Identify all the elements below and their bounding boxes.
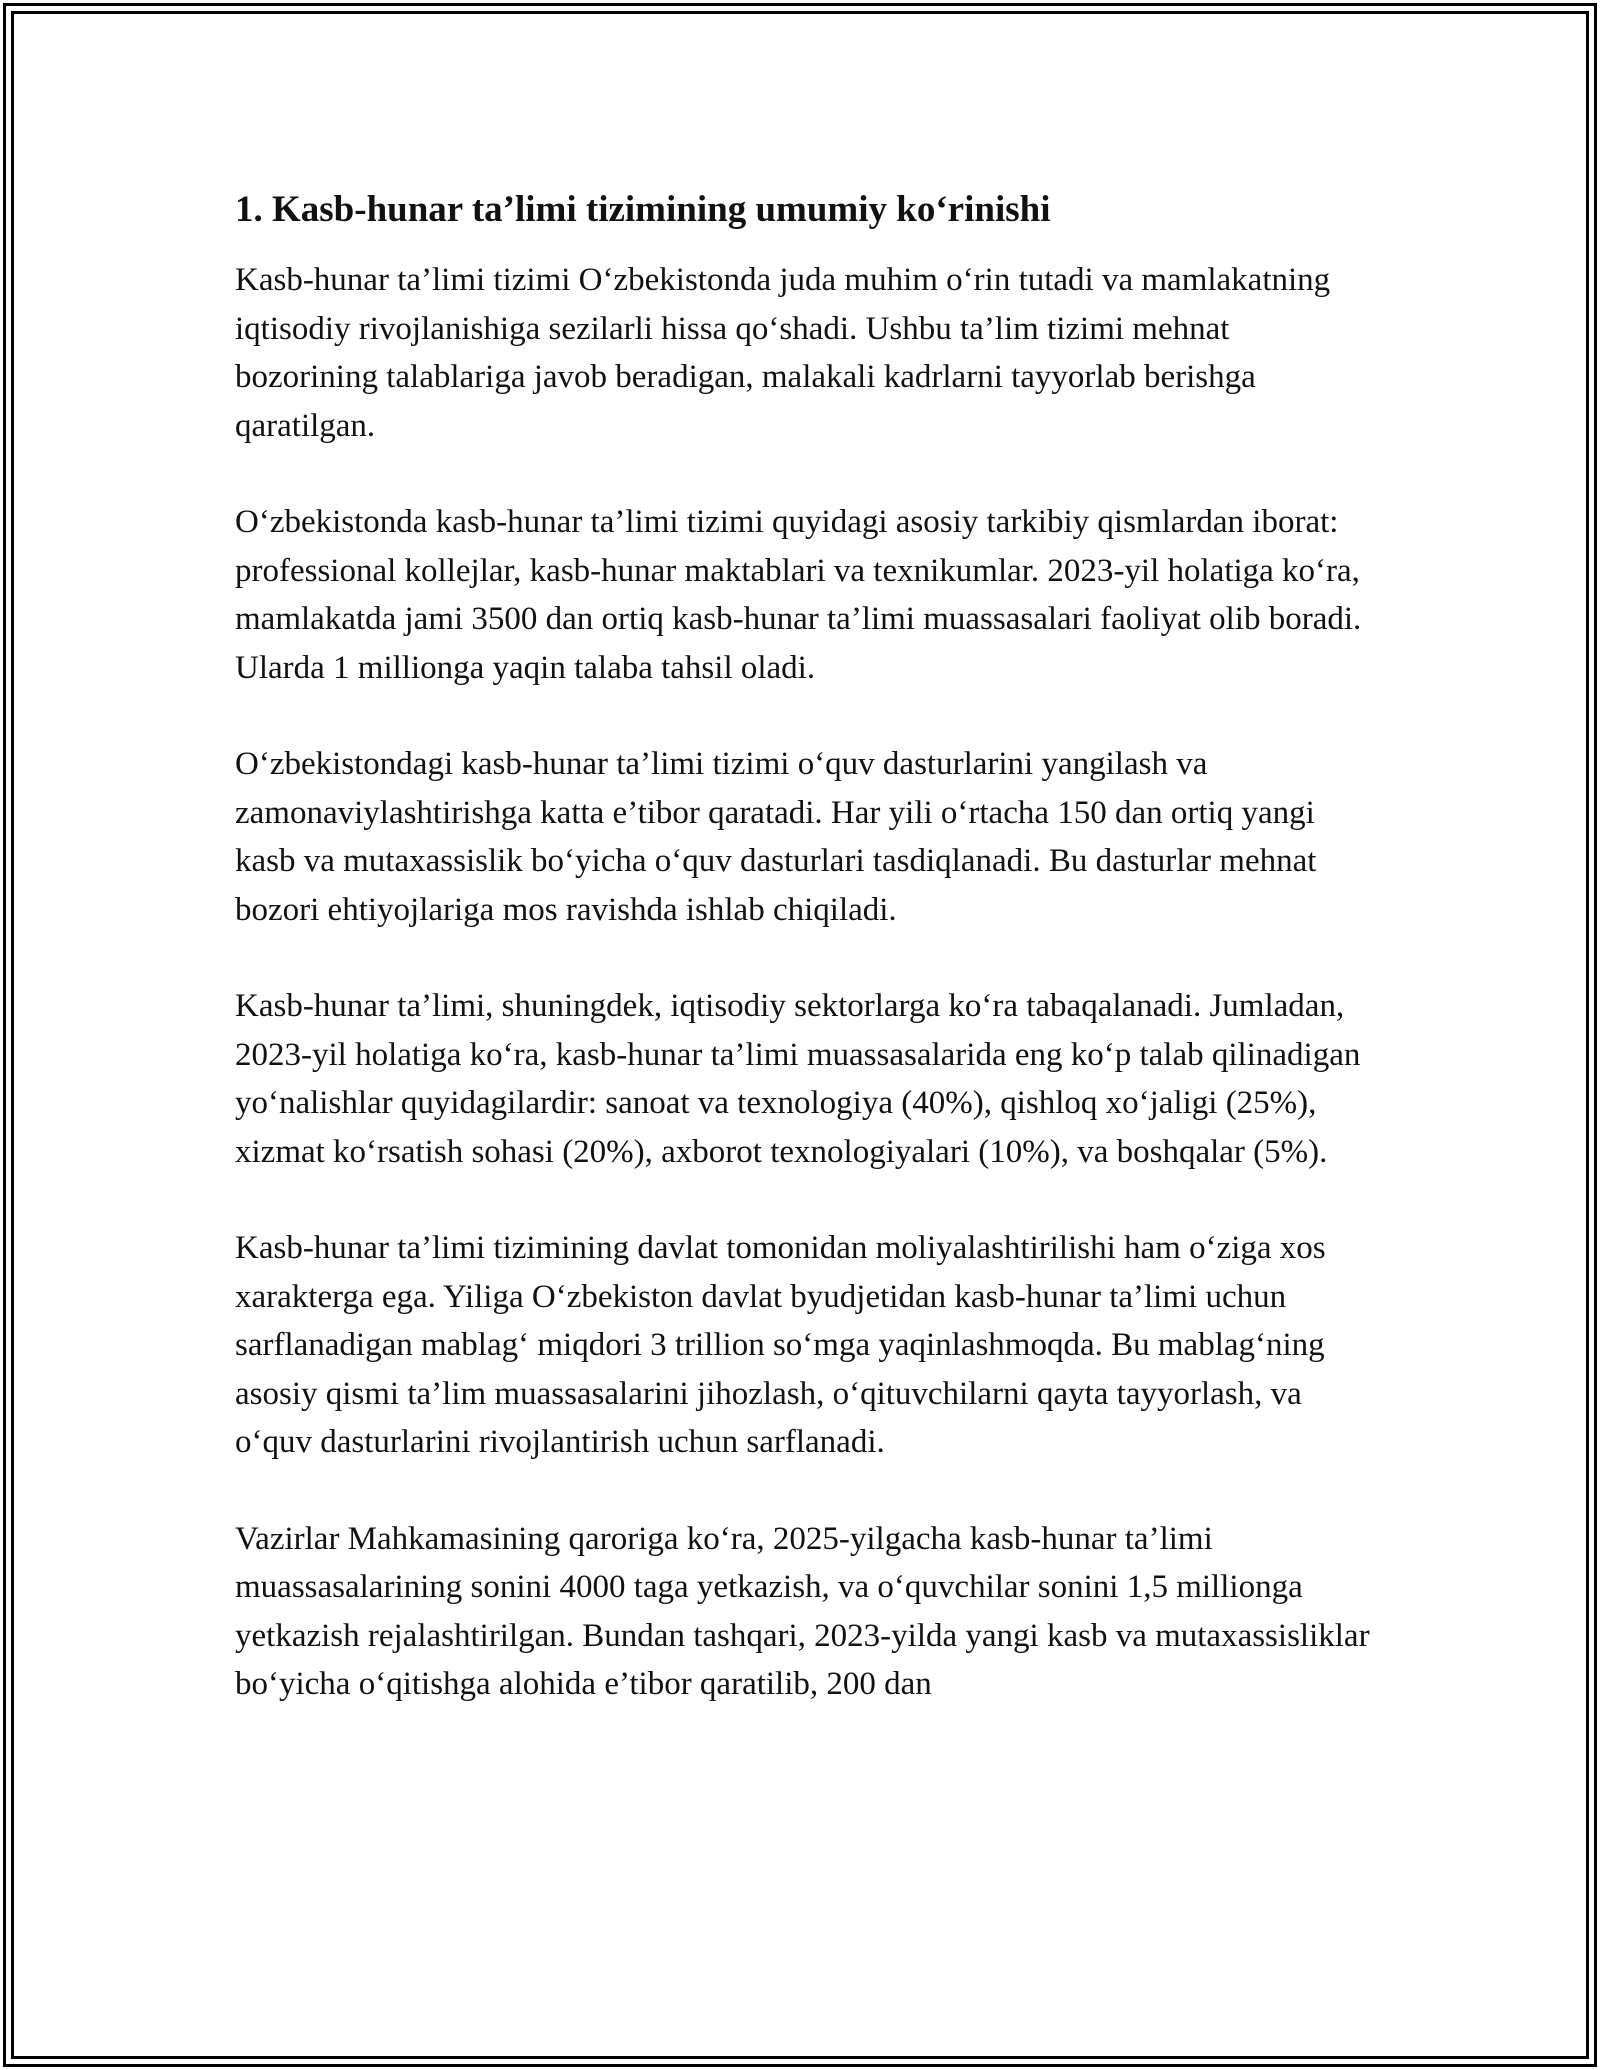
paragraph-4: Kasb-hunar ta’limi, shuningdek, iqtisodiy sektorlarga ko‘ra tabaqalanadi. Jumladan, 2023-yil holatiga ko‘ra, kasb-hunar ta’limi muassasalarida eng ko‘p talab qilinadigan yo‘nalishlar quyidagilardir: sanoat va texnologiya (40%), qishloq xo‘jaligi (25%), xizmat ko‘rsatish sohasi (20%), axborot texnologiyalari (10%), va boshqalar (5%). [235,988,1361,1170]
paragraph-2: O‘zbekistonda kasb-hunar ta’limi tizimi quyidagi asosiy tarkibiy qismlardan iborat: professional kollejlar, kasb-hunar maktablari va texnikumlar. 2023-yil holatiga ko‘ra, mamlakatda jami 3500 dan ortiq kasb-hunar ta’limi muassasalari faoliyat olib boradi. Ularda 1 millionga yaqin talaba tahsil oladi. [235,504,1362,686]
paragraph-5: Kasb-hunar ta’limi tizimining davlat tomonidan moliyalashtirilishi ham o‘ziga xos xarakterga ega. Yiliga O‘zbekiston davlat byudjetidan kasb-hunar ta’limi uchun sarflanadigan mablag‘ miqdori 3 trillion so‘mga yaqinlashmoqda. Bu mablag‘ning asosiy qismi ta’lim muassasalarini jihozlash, o‘qituvchilarni qayta tayyorlash, va o‘quv dasturlarini rivojlantirish uchun sarflanadi. [235,1230,1326,1460]
paragraph-1: Kasb-hunar ta’limi tizimi O‘zbekistonda juda muhim o‘rin tutadi va mamlakatning iqtisodiy rivojlanishiga sezilarli hissa qo‘shadi. Ushbu ta’lim tizimi mehnat bozorining talablariga javob beradigan, malakali kadrlarni tayyorlab berishga qaratilgan. [235,262,1331,444]
paragraph-6: Vazirlar Mahkamasining qaroriga ko‘ra, 2025-yilgacha kasb-hunar ta’limi muassasalarining sonini 4000 taga yetkazish, va o‘quvchilar sonini 1,5 millionga yetkazish rejalashtirilgan. Bundan tashqari, 2023-yilda yangi kasb va mutaxassisliklar bo‘yicha o‘qitishga alohida e’tibor qaratilib, 200 dan [235,1520,1370,1702]
document-body [235,186,1375,1757]
paragraph-3: O‘zbekistondagi kasb-hunar ta’limi tizimi o‘quv dasturlarini yangilash va zamonaviylashtirishga katta e’tibor qaratadi. Har yili o‘rtacha 150 dan ortiq yangi kasb va mutaxassislik bo‘yicha o‘quv dasturlari tasdiqlanadi. Bu dasturlar mehnat bozori ehtiyojlariga mos ravishda ishlab chiqiladi. [235,746,1317,928]
section-heading: 1. Kasb-hunar ta’limi tizimining umumiy ko‘rinishi [235,189,1051,230]
